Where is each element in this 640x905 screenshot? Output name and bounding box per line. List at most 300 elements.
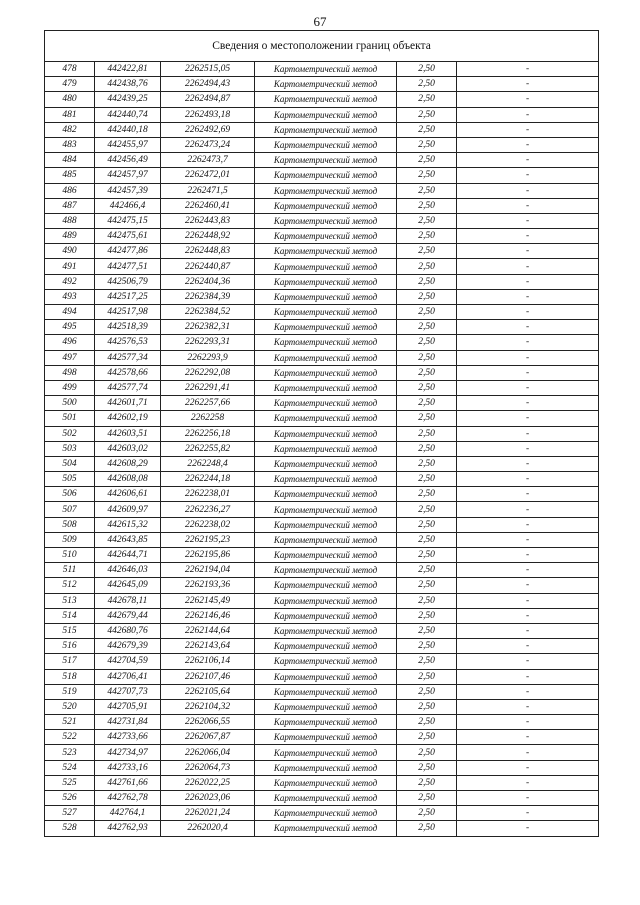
table-row [45,791,599,806]
x-coordinate-cell: 442705,91 [95,699,161,714]
precision-cell: 2,50 [397,821,457,836]
point-number-cell: 497 [45,350,95,365]
precision-cell: 2,50 [397,563,457,578]
table-row [45,715,599,730]
point-number-cell: 508 [45,517,95,532]
table-body [45,62,599,837]
table-row [45,608,599,623]
table-row [45,760,599,775]
description-cell: - [457,730,599,745]
y-coordinate-cell: 2262460,41 [161,198,255,213]
method-cell: Картометрический метод [255,259,397,274]
method-cell: Картометрический метод [255,289,397,304]
method-cell: Картометрический метод [255,92,397,107]
x-coordinate-cell: 442761,66 [95,775,161,790]
precision-cell: 2,50 [397,244,457,259]
point-number-cell: 513 [45,593,95,608]
y-coordinate-cell: 2262515,05 [161,62,255,77]
method-cell: Картометрический метод [255,745,397,760]
point-number-cell: 506 [45,487,95,502]
method-cell: Картометрический метод [255,548,397,563]
description-cell: - [457,548,599,563]
table-row [45,137,599,152]
method-cell: Картометрический метод [255,639,397,654]
method-cell: Картометрический метод [255,730,397,745]
y-coordinate-cell: 2262473,7 [161,153,255,168]
precision-cell: 2,50 [397,335,457,350]
method-cell: Картометрический метод [255,229,397,244]
precision-cell: 2,50 [397,274,457,289]
description-cell: - [457,411,599,426]
y-coordinate-cell: 2262472,01 [161,168,255,183]
table-row [45,487,599,502]
precision-cell: 2,50 [397,213,457,228]
point-number-cell: 521 [45,715,95,730]
x-coordinate-cell: 442576,53 [95,335,161,350]
description-cell: - [457,441,599,456]
method-cell: Картометрический метод [255,365,397,380]
description-cell: - [457,699,599,714]
y-coordinate-cell: 2262104,32 [161,699,255,714]
method-cell: Картометрический метод [255,396,397,411]
description-cell: - [457,153,599,168]
point-number-cell: 528 [45,821,95,836]
method-cell: Картометрический метод [255,593,397,608]
description-cell: - [457,715,599,730]
y-coordinate-cell: 2262143,64 [161,639,255,654]
x-coordinate-cell: 442457,97 [95,168,161,183]
precision-cell: 2,50 [397,305,457,320]
x-coordinate-cell: 442707,73 [95,684,161,699]
x-coordinate-cell: 442608,29 [95,456,161,471]
precision-cell: 2,50 [397,289,457,304]
table-row [45,472,599,487]
x-coordinate-cell: 442506,79 [95,274,161,289]
x-coordinate-cell: 442466,4 [95,198,161,213]
table-row [45,92,599,107]
x-coordinate-cell: 442644,71 [95,548,161,563]
method-cell: Картометрический метод [255,350,397,365]
page-number: 67 [313,14,327,29]
y-coordinate-cell: 2262384,39 [161,289,255,304]
precision-cell: 2,50 [397,669,457,684]
precision-cell: 2,50 [397,107,457,122]
table-row [45,213,599,228]
y-coordinate-cell: 2262440,87 [161,259,255,274]
table-row [45,350,599,365]
y-coordinate-cell: 2262020,4 [161,821,255,836]
precision-cell: 2,50 [397,699,457,714]
precision-cell: 2,50 [397,730,457,745]
method-cell: Картометрический метод [255,77,397,92]
precision-cell: 2,50 [397,623,457,638]
table-row [45,411,599,426]
y-coordinate-cell: 2262194,04 [161,563,255,578]
method-cell: Картометрический метод [255,441,397,456]
method-cell: Картометрический метод [255,472,397,487]
x-coordinate-cell: 442517,98 [95,305,161,320]
table-row [45,244,599,259]
description-cell: - [457,244,599,259]
table-row [45,563,599,578]
point-number-cell: 507 [45,502,95,517]
table-row [45,426,599,441]
description-cell: - [457,107,599,122]
y-coordinate-cell: 2262494,43 [161,77,255,92]
y-coordinate-cell: 2262448,92 [161,229,255,244]
precision-cell: 2,50 [397,775,457,790]
description-cell: - [457,274,599,289]
table-row [45,684,599,699]
y-coordinate-cell: 2262106,14 [161,654,255,669]
point-number-cell: 522 [45,730,95,745]
method-cell: Картометрический метод [255,502,397,517]
point-number-cell: 500 [45,396,95,411]
description-cell: - [457,821,599,836]
x-coordinate-cell: 442706,41 [95,669,161,684]
method-cell: Картометрический метод [255,183,397,198]
table-row [45,441,599,456]
point-number-cell: 483 [45,137,95,152]
table-row [45,320,599,335]
x-coordinate-cell: 442646,03 [95,563,161,578]
description-cell: - [457,487,599,502]
y-coordinate-cell: 2262238,01 [161,487,255,502]
precision-cell: 2,50 [397,183,457,198]
table-row [45,517,599,532]
y-coordinate-cell: 2262292,08 [161,365,255,380]
description-cell: - [457,198,599,213]
description-cell: - [457,684,599,699]
table-row [45,259,599,274]
point-number-cell: 498 [45,365,95,380]
method-cell: Картометрический метод [255,305,397,320]
y-coordinate-cell: 2262291,41 [161,380,255,395]
table-row [45,532,599,547]
y-coordinate-cell: 2262384,52 [161,305,255,320]
y-coordinate-cell: 2262195,23 [161,532,255,547]
table-row [45,305,599,320]
point-number-cell: 520 [45,699,95,714]
table-row [45,274,599,289]
precision-cell: 2,50 [397,654,457,669]
point-number-cell: 517 [45,654,95,669]
method-cell: Картометрический метод [255,62,397,77]
point-number-cell: 480 [45,92,95,107]
description-cell: - [457,350,599,365]
description-cell: - [457,213,599,228]
description-cell: - [457,502,599,517]
table-row [45,168,599,183]
method-cell: Картометрический метод [255,153,397,168]
x-coordinate-cell: 442439,25 [95,92,161,107]
y-coordinate-cell: 2262195,86 [161,548,255,563]
method-cell: Картометрический метод [255,760,397,775]
x-coordinate-cell: 442475,15 [95,213,161,228]
method-cell: Картометрический метод [255,669,397,684]
y-coordinate-cell: 2262107,46 [161,669,255,684]
point-number-cell: 519 [45,684,95,699]
precision-cell: 2,50 [397,137,457,152]
point-number-cell: 511 [45,563,95,578]
y-coordinate-cell: 2262023,06 [161,791,255,806]
y-coordinate-cell: 2262471,5 [161,183,255,198]
x-coordinate-cell: 442762,93 [95,821,161,836]
point-number-cell: 478 [45,62,95,77]
precision-cell: 2,50 [397,791,457,806]
table-row [45,153,599,168]
boundary-table-container [44,30,598,837]
y-coordinate-cell: 2262066,55 [161,715,255,730]
table-row [45,669,599,684]
point-number-cell: 516 [45,639,95,654]
description-cell: - [457,229,599,244]
y-coordinate-cell: 2262105,64 [161,684,255,699]
table-row [45,380,599,395]
table-row [45,623,599,638]
point-number-cell: 481 [45,107,95,122]
point-number-cell: 482 [45,122,95,137]
method-cell: Картометрический метод [255,213,397,228]
x-coordinate-cell: 442455,97 [95,137,161,152]
y-coordinate-cell: 2262022,25 [161,775,255,790]
precision-cell: 2,50 [397,441,457,456]
x-coordinate-cell: 442733,16 [95,760,161,775]
x-coordinate-cell: 442609,97 [95,502,161,517]
x-coordinate-cell: 442608,08 [95,472,161,487]
y-coordinate-cell: 2262258 [161,411,255,426]
y-coordinate-cell: 2262257,66 [161,396,255,411]
precision-cell: 2,50 [397,608,457,623]
x-coordinate-cell: 442457,39 [95,183,161,198]
point-number-cell: 509 [45,532,95,547]
x-coordinate-cell: 442440,74 [95,107,161,122]
table-row [45,107,599,122]
point-number-cell: 501 [45,411,95,426]
y-coordinate-cell: 2262144,64 [161,623,255,638]
method-cell: Картометрический метод [255,137,397,152]
table-row [45,183,599,198]
precision-cell: 2,50 [397,745,457,760]
method-cell: Картометрический метод [255,699,397,714]
precision-cell: 2,50 [397,62,457,77]
x-coordinate-cell: 442517,25 [95,289,161,304]
point-number-cell: 499 [45,380,95,395]
x-coordinate-cell: 442577,74 [95,380,161,395]
x-coordinate-cell: 442577,34 [95,350,161,365]
x-coordinate-cell: 442475,61 [95,229,161,244]
method-cell: Картометрический метод [255,426,397,441]
precision-cell: 2,50 [397,77,457,92]
table-row [45,289,599,304]
precision-cell: 2,50 [397,122,457,137]
point-number-cell: 494 [45,305,95,320]
method-cell: Картометрический метод [255,411,397,426]
method-cell: Картометрический метод [255,775,397,790]
x-coordinate-cell: 442438,76 [95,77,161,92]
description-cell: - [457,92,599,107]
description-cell: - [457,775,599,790]
precision-cell: 2,50 [397,350,457,365]
y-coordinate-cell: 2262494,87 [161,92,255,107]
description-cell: - [457,563,599,578]
y-coordinate-cell: 2262448,83 [161,244,255,259]
y-coordinate-cell: 2262067,87 [161,730,255,745]
precision-cell: 2,50 [397,715,457,730]
precision-cell: 2,50 [397,396,457,411]
point-number-cell: 492 [45,274,95,289]
method-cell: Картометрический метод [255,244,397,259]
precision-cell: 2,50 [397,502,457,517]
table-row [45,229,599,244]
point-number-cell: 526 [45,791,95,806]
x-coordinate-cell: 442643,85 [95,532,161,547]
description-cell: - [457,380,599,395]
x-coordinate-cell: 442734,97 [95,745,161,760]
description-cell: - [457,806,599,821]
x-coordinate-cell: 442602,19 [95,411,161,426]
precision-cell: 2,50 [397,760,457,775]
description-cell: - [457,791,599,806]
x-coordinate-cell: 442601,71 [95,396,161,411]
precision-cell: 2,50 [397,411,457,426]
method-cell: Картометрический метод [255,168,397,183]
y-coordinate-cell: 2262145,49 [161,593,255,608]
x-coordinate-cell: 442704,59 [95,654,161,669]
description-cell: - [457,760,599,775]
description-cell: - [457,517,599,532]
description-cell: - [457,305,599,320]
precision-cell: 2,50 [397,806,457,821]
precision-cell: 2,50 [397,517,457,532]
precision-cell: 2,50 [397,487,457,502]
table-row [45,699,599,714]
method-cell: Картометрический метод [255,107,397,122]
method-cell: Картометрический метод [255,380,397,395]
method-cell: Картометрический метод [255,791,397,806]
method-cell: Картометрический метод [255,623,397,638]
table-row [45,578,599,593]
point-number-cell: 523 [45,745,95,760]
point-number-cell: 505 [45,472,95,487]
precision-cell: 2,50 [397,456,457,471]
method-cell: Картометрический метод [255,456,397,471]
precision-cell: 2,50 [397,365,457,380]
point-number-cell: 487 [45,198,95,213]
x-coordinate-cell: 442731,84 [95,715,161,730]
description-cell: - [457,365,599,380]
table-row [45,775,599,790]
table-row [45,593,599,608]
method-cell: Картометрический метод [255,806,397,821]
x-coordinate-cell: 442422,81 [95,62,161,77]
description-cell: - [457,456,599,471]
method-cell: Картометрический метод [255,320,397,335]
description-cell: - [457,426,599,441]
table-row [45,745,599,760]
table-row [45,62,599,77]
description-cell: - [457,639,599,654]
description-cell: - [457,77,599,92]
y-coordinate-cell: 2262021,24 [161,806,255,821]
method-cell: Картометрический метод [255,654,397,669]
point-number-cell: 490 [45,244,95,259]
precision-cell: 2,50 [397,639,457,654]
x-coordinate-cell: 442603,51 [95,426,161,441]
precision-cell: 2,50 [397,380,457,395]
y-coordinate-cell: 2262255,82 [161,441,255,456]
table-row [45,654,599,669]
precision-cell: 2,50 [397,259,457,274]
y-coordinate-cell: 2262146,46 [161,608,255,623]
y-coordinate-cell: 2262293,31 [161,335,255,350]
x-coordinate-cell: 442440,18 [95,122,161,137]
table-row [45,335,599,350]
x-coordinate-cell: 442645,09 [95,578,161,593]
description-cell: - [457,472,599,487]
point-number-cell: 515 [45,623,95,638]
description-cell: - [457,745,599,760]
table-row [45,502,599,517]
method-cell: Картометрический метод [255,532,397,547]
table-row [45,396,599,411]
table-row [45,548,599,563]
precision-cell: 2,50 [397,168,457,183]
point-number-cell: 488 [45,213,95,228]
precision-cell: 2,50 [397,92,457,107]
description-cell: - [457,122,599,137]
y-coordinate-cell: 2262248,4 [161,456,255,471]
point-number-cell: 518 [45,669,95,684]
description-cell: - [457,183,599,198]
x-coordinate-cell: 442680,76 [95,623,161,638]
method-cell: Картометрический метод [255,821,397,836]
description-cell: - [457,669,599,684]
description-cell: - [457,623,599,638]
table-row [45,821,599,836]
method-cell: Картометрический метод [255,563,397,578]
table-row [45,365,599,380]
x-coordinate-cell: 442518,39 [95,320,161,335]
description-cell: - [457,137,599,152]
table-row [45,639,599,654]
point-number-cell: 525 [45,775,95,790]
precision-cell: 2,50 [397,320,457,335]
precision-cell: 2,50 [397,472,457,487]
precision-cell: 2,50 [397,229,457,244]
y-coordinate-cell: 2262473,24 [161,137,255,152]
description-cell: - [457,593,599,608]
y-coordinate-cell: 2262492,69 [161,122,255,137]
table-row [45,456,599,471]
method-cell: Картометрический метод [255,487,397,502]
method-cell: Картометрический метод [255,578,397,593]
table-row [45,730,599,745]
precision-cell: 2,50 [397,532,457,547]
point-number-cell: 479 [45,77,95,92]
y-coordinate-cell: 2262236,27 [161,502,255,517]
precision-cell: 2,50 [397,548,457,563]
point-number-cell: 502 [45,426,95,441]
x-coordinate-cell: 442764,1 [95,806,161,821]
y-coordinate-cell: 2262293,9 [161,350,255,365]
x-coordinate-cell: 442606,61 [95,487,161,502]
x-coordinate-cell: 442477,51 [95,259,161,274]
description-cell: - [457,289,599,304]
y-coordinate-cell: 2262066,04 [161,745,255,760]
point-number-cell: 510 [45,548,95,563]
description-cell: - [457,578,599,593]
